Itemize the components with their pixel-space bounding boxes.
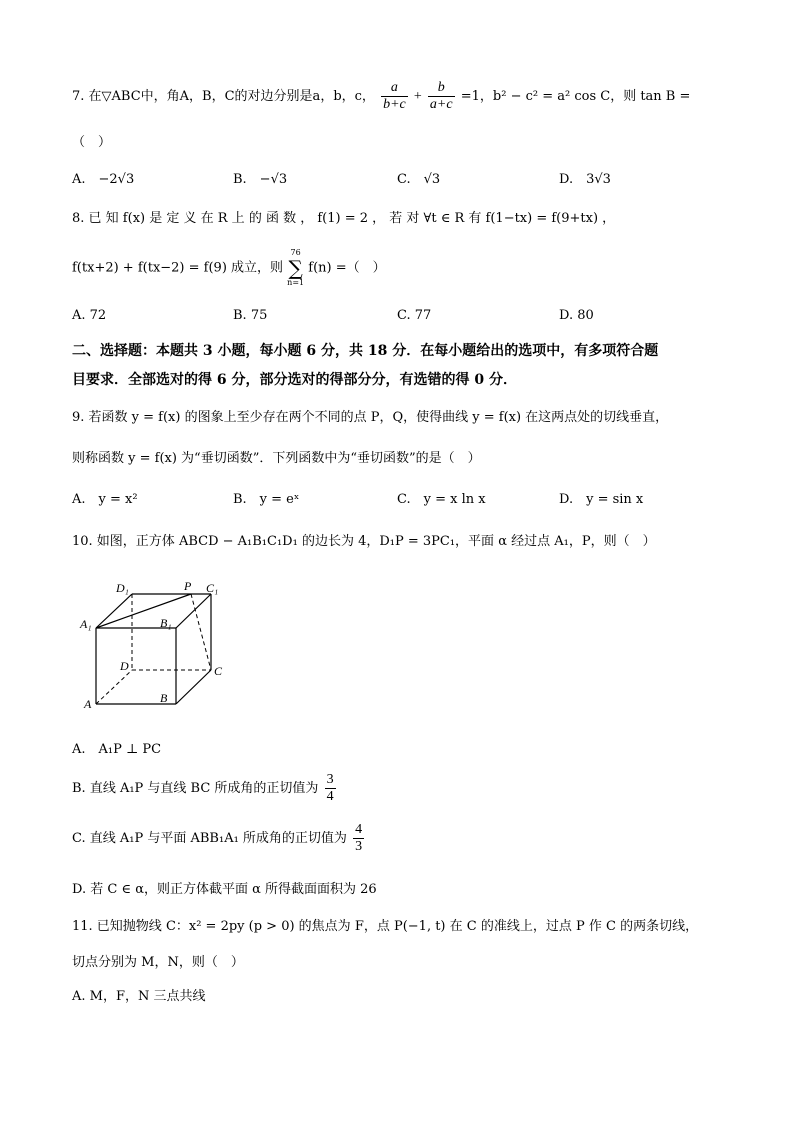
q8-option-b[interactable]: B. 75: [233, 308, 268, 323]
q8-line1: [72, 207, 615, 226]
q7-plus: +: [413, 89, 422, 104]
q11-line2: 切点分别为 M，N，则（ ）: [72, 955, 244, 970]
label-a1: A₁: [80, 617, 92, 631]
q8-option-a[interactable]: A. 72: [72, 308, 107, 323]
q11-option-a[interactable]: A. M，F，N 三点共线: [72, 989, 206, 1004]
q9-option-a[interactable]: A. y = x²: [72, 492, 138, 507]
edge-a1d1: [96, 594, 132, 628]
q10-option-a[interactable]: A. A₁P ⊥ PC: [72, 742, 162, 757]
q7-option-a[interactable]: A. −2√3: [72, 172, 135, 187]
label-b: B: [160, 691, 168, 705]
q7-frac1-den: b+c: [383, 97, 406, 112]
q10-option-c-text: C. 直线 A₁P 与平面 ABB₁A₁ 所成角的正切值为: [72, 831, 347, 846]
section2-heading-line1: 二、选择题：本题共 3 小题，每小题 6 分，共 18 分．在每小题给出的选项中，有多项符合题: [72, 343, 659, 359]
q7-stem: [72, 80, 690, 113]
edge-ad-hidden: [96, 670, 132, 704]
q8-line2-pre: f(tx+2) + f(tx−2) = f(9) 成立，则: [72, 260, 284, 276]
q8-sum: [287, 248, 304, 288]
label-a: A: [84, 697, 92, 711]
q7-number: 7.: [72, 89, 85, 104]
q7-frac2-den: a+c: [429, 97, 453, 112]
q10-option-c-frac: [353, 822, 364, 855]
q8-sum-bottom: n=1: [287, 278, 305, 287]
q7-text1: 在▽ABC中，角A，B，C的对边分别是a，b，c，: [88, 89, 375, 104]
q7-option-b[interactable]: B. −√3: [233, 172, 288, 187]
section2-heading-line2: 目要求．全部选对的得 6 分，部分选对的得部分分，有选错的得 0 分．: [72, 372, 517, 388]
q10-option-c[interactable]: [72, 822, 366, 855]
q10-option-b-den: 4: [326, 789, 334, 804]
label-c1: C₁: [206, 581, 219, 595]
edge-b1c1: [176, 594, 211, 628]
q7-option-c[interactable]: C. √3: [397, 172, 441, 187]
cube-figure: [78, 578, 238, 718]
q8-sum-symbol: ∑: [288, 256, 303, 280]
label-c: C: [214, 664, 223, 678]
q11-line1: 11. 已知抛物线 C：x² = 2py (p > 0) 的焦点为 F，点 P(−1, t) 在 C 的准线上，过点 P 作 C 的两条切线，: [72, 919, 699, 934]
q7-frac2: [428, 80, 455, 113]
q8-number: 8.: [72, 211, 85, 226]
segment-pc: [191, 594, 211, 670]
q9-option-b[interactable]: B. y = eˣ: [233, 492, 300, 507]
q9-line1: 9. 若函数 y = f(x) 的图象上至少存在两个不同的点 P，Q，使得曲线 y = f(x) 在这两点处的切线垂直，: [72, 410, 669, 425]
q7-frac2-num: b: [428, 80, 455, 97]
q7-text2: =1，b² − c² = a² cos C，则 tan B =: [460, 89, 691, 104]
q8-line2-post: f(n) =（ ）: [308, 260, 386, 276]
q8-option-c[interactable]: C. 77: [397, 308, 432, 323]
label-p: P: [184, 579, 192, 593]
q10-option-b[interactable]: [72, 772, 338, 805]
q7-frac1: [381, 80, 408, 113]
q9-option-c[interactable]: C. y = x ln x: [397, 492, 486, 507]
q7-paren: （ ）: [72, 135, 112, 150]
q9-line2: 则称函数 y = f(x) 为“垂切函数”．下列函数中为“垂切函数”的是（ ）: [72, 451, 481, 466]
label-d1: D₁: [116, 581, 129, 595]
q10-option-b-text: B. 直线 A₁P 与直线 BC 所成角的正切值为: [72, 781, 319, 796]
q10-option-b-frac: [325, 772, 336, 805]
q10-option-c-den: 3: [355, 839, 363, 854]
edge-bc: [176, 670, 211, 704]
q7-option-d[interactable]: D. 3√3: [559, 172, 611, 187]
q8-sum-top: 76: [290, 248, 301, 257]
q10-line1: 10. 如图，正方体 ABCD − A₁B₁C₁D₁ 的边长为 4，D₁P = 3PC₁，平面 α 经过点 A₁，P，则（ ）: [72, 534, 656, 549]
q8-line2: [72, 248, 386, 288]
segment-a1p: [96, 594, 191, 628]
q8-option-d[interactable]: D. 80: [559, 308, 594, 323]
q10-option-c-num: 4: [355, 822, 363, 837]
q7-frac1-num: a: [381, 80, 408, 97]
q10-option-b-num: 3: [326, 772, 334, 787]
q9-option-d[interactable]: D. y = sin x: [559, 492, 644, 507]
label-b1: B₁: [160, 616, 172, 630]
q8-line1-text: 已 知 f(x) 是 定 义 在 R 上 的 函 数 ， f(1) = 2 ， 若 对 ∀t ∈ R 有 f(1−tx) = f(9+tx) ，: [88, 211, 616, 226]
q10-option-d[interactable]: D. 若 C ∈ α，则正方体截平面 α 所得截面面积为 26: [72, 882, 377, 897]
label-d: D: [120, 659, 129, 673]
